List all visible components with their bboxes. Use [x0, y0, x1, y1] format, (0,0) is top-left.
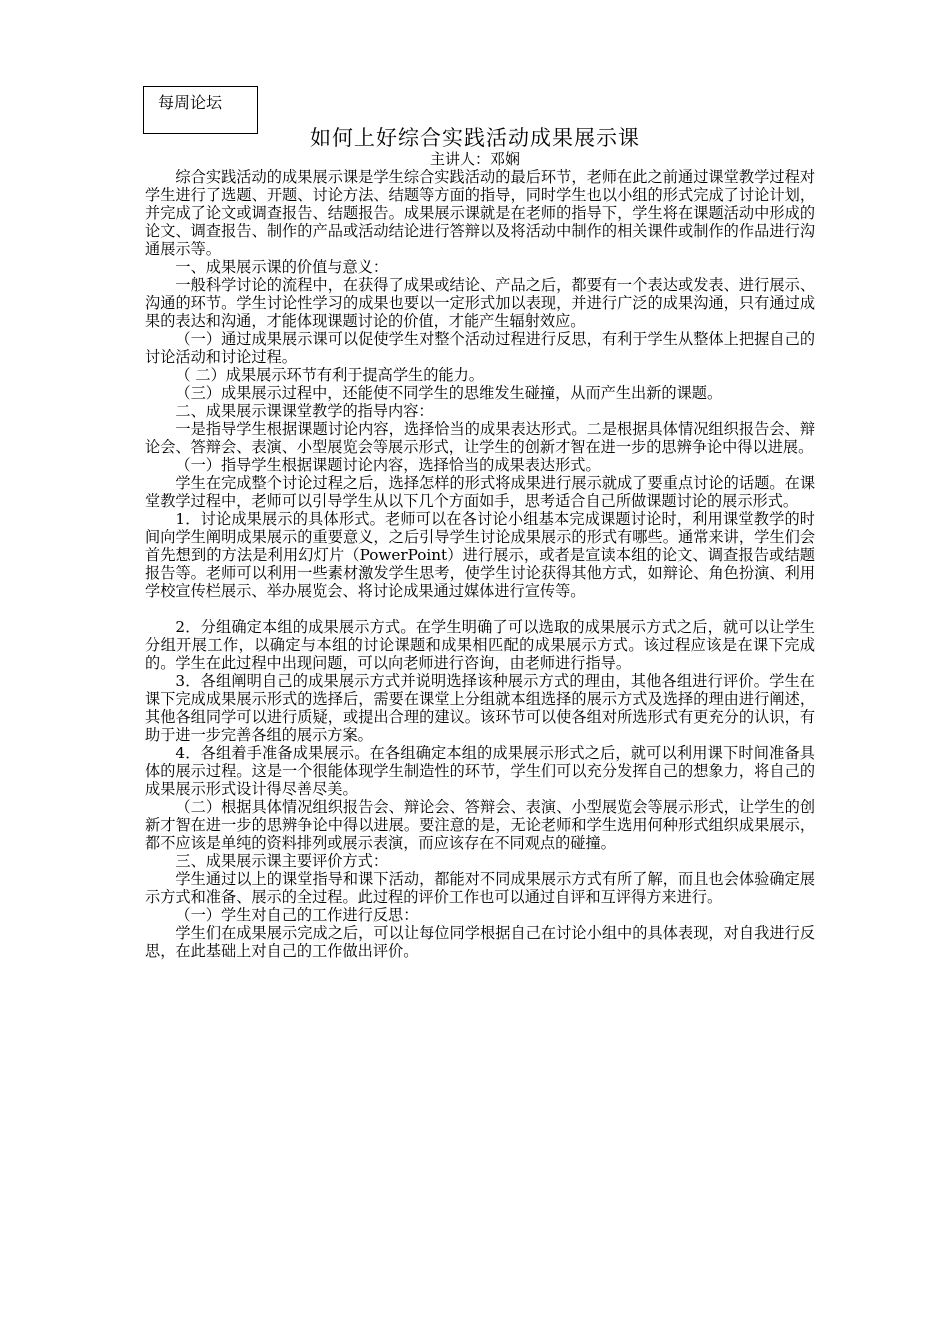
paragraph: （三）成果展示过程中，还能使不同学生的思维发生碰撞，从而产生出新的课题。 — [175, 384, 723, 402]
paragraph: 学生们在成果展示完成之后，可以让每位同学根据自己在讨论小组中的具体表现，对自我进行反思，在此基础上对自己的工作做出评价。 — [145, 924, 815, 960]
paragraph: （一）通过成果展示课可以促使学生对整个活动过程进行反思，有利于学生从整体上把握自己的讨论活动和讨论过程。 — [145, 330, 815, 366]
subsection-heading: （一）指导学生根据课题讨论内容，选择恰当的成果表达形式。 — [175, 456, 601, 474]
section-heading-2: 二、成果展示课课堂教学的指导内容： — [175, 402, 434, 420]
speaker-line: 主讲人：邓娴 — [429, 150, 520, 168]
paragraph: （ 二）成果展示环节有利于提高学生的能力。 — [175, 366, 484, 384]
paragraph: 学生通过以上的课堂指导和课下活动，都能对不同成果展示方式有所了解，而且也会体验确定展示方式和准备、展示的全过程。此过程的评价工作也可以通过自评和互评得方来进行。 — [145, 870, 815, 906]
paragraph: 一是指导学生根据课题讨论内容，选择恰当的成果表达形式。二是根据具体情况组织报告会、辩论会、答辩会、表演、小型展览会等展示形式，让学生的创新才智在进一步的思辨争论中得以进展。 — [145, 420, 815, 456]
article-body — [145, 168, 815, 960]
subsection-heading: （一）学生对自己的工作进行反思： — [175, 906, 419, 924]
paragraph: 3．各组阐明自己的成果展示方式并说明选择该种展示方式的理由，其他各组进行评价。学生在课下完成成果展示形式的选择后，需要在课堂上分组就本组选择的展示方式及选择的理由进行阐述，其他各组同学可以进行质疑，或提出合理的建议。该环节可以使各组对所选形式有更充分的认识，有助于进一步完善各组的展示方案。 — [145, 672, 815, 744]
paragraph: 1．讨论成果展示的具体形式。老师可以在各讨论小组基本完成课题讨论时，利用课堂教学的时间向学生阐明成果展示的重要意义，之后引导学生讨论成果展示的形式有哪些。通常来讲，学生们会首先想到的方法是利用幻灯片（PowerPoint）进行展示，或者是宣读本组的论文、调查报告或结题报告等。老师可以利用一些素材激发学生思考，使学生讨论获得其他方式，如辩论、角色扮演、利用学校宣传栏展示、举办展览会、将讨论成果通过媒体进行宣传等。 — [145, 510, 815, 600]
section-heading-1: 一、成果展示课的价值与意义： — [175, 258, 389, 276]
forum-tag-label: 每周论坛 — [158, 93, 223, 112]
paragraph: 2．分组确定本组的成果展示方式。在学生明确了可以选取的成果展示方式之后，就可以让学生分组开展工作，以确定与本组的讨论课题和成果相匹配的成果展示方式。该过程应该是在课下完成的。学生在此过程中出现问题，可以向老师进行咨询，由老师进行指导。 — [145, 618, 815, 672]
paragraph: 一般科学讨论的流程中，在获得了成果或结论、产品之后，都要有一个表达或发表、进行展示、沟通的环节。学生讨论性学习的成果也要以一定形式加以表现，并进行广泛的成果沟通，只有通过成果的表达和沟通，才能体现课题讨论的价值，才能产生辐射效应。 — [145, 276, 815, 330]
paragraph-intro: 综合实践活动的成果展示课是学生综合实践活动的最后环节，老师在此之前通过课堂教学过程对学生进行了选题、开题、讨论方法、结题等方面的指导，同时学生也以小组的形式完成了讨论计划，并完成了论文或调查报告、结题报告。成果展示课就是在老师的指导下，学生将在课题活动中形成的论文、调查报告、制作的产品或活动结论进行答辩以及将活动中制作的相关课件或制作的作品进行沟通展示等。 — [145, 168, 815, 258]
paragraph: 4．各组着手准备成果展示。在各组确定本组的成果展示形式之后，就可以利用课下时间准备具体的展示过程。这是一个很能体现学生制造性的环节，学生们可以充分发挥自己的想象力，将自己的成果展示形式设计得尽善尽美。 — [145, 744, 815, 798]
page-title: 如何上好综合实践活动成果展示课 — [310, 126, 640, 150]
section-heading-3: 三、成果展示课主要评价方式： — [175, 852, 389, 870]
paragraph: （二）根据具体情况组织报告会、辩论会、答辩会、表演、小型展览会等展示形式，让学生的创新才智在进一步的思辨争论中得以进展。要注意的是，无论老师和学生选用何种形式组织成果展示，都不应该是单纯的资料排列或展示表演，而应该存在不同观点的碰撞。 — [145, 798, 815, 852]
paragraph: 学生在完成整个讨论过程之后，选择怎样的形式将成果进行展示就成了要重点讨论的话题。在课堂教学过程中，老师可以引导学生从以下几个方面如手，思考适合自己所做课题讨论的展示形式。 — [145, 474, 815, 510]
